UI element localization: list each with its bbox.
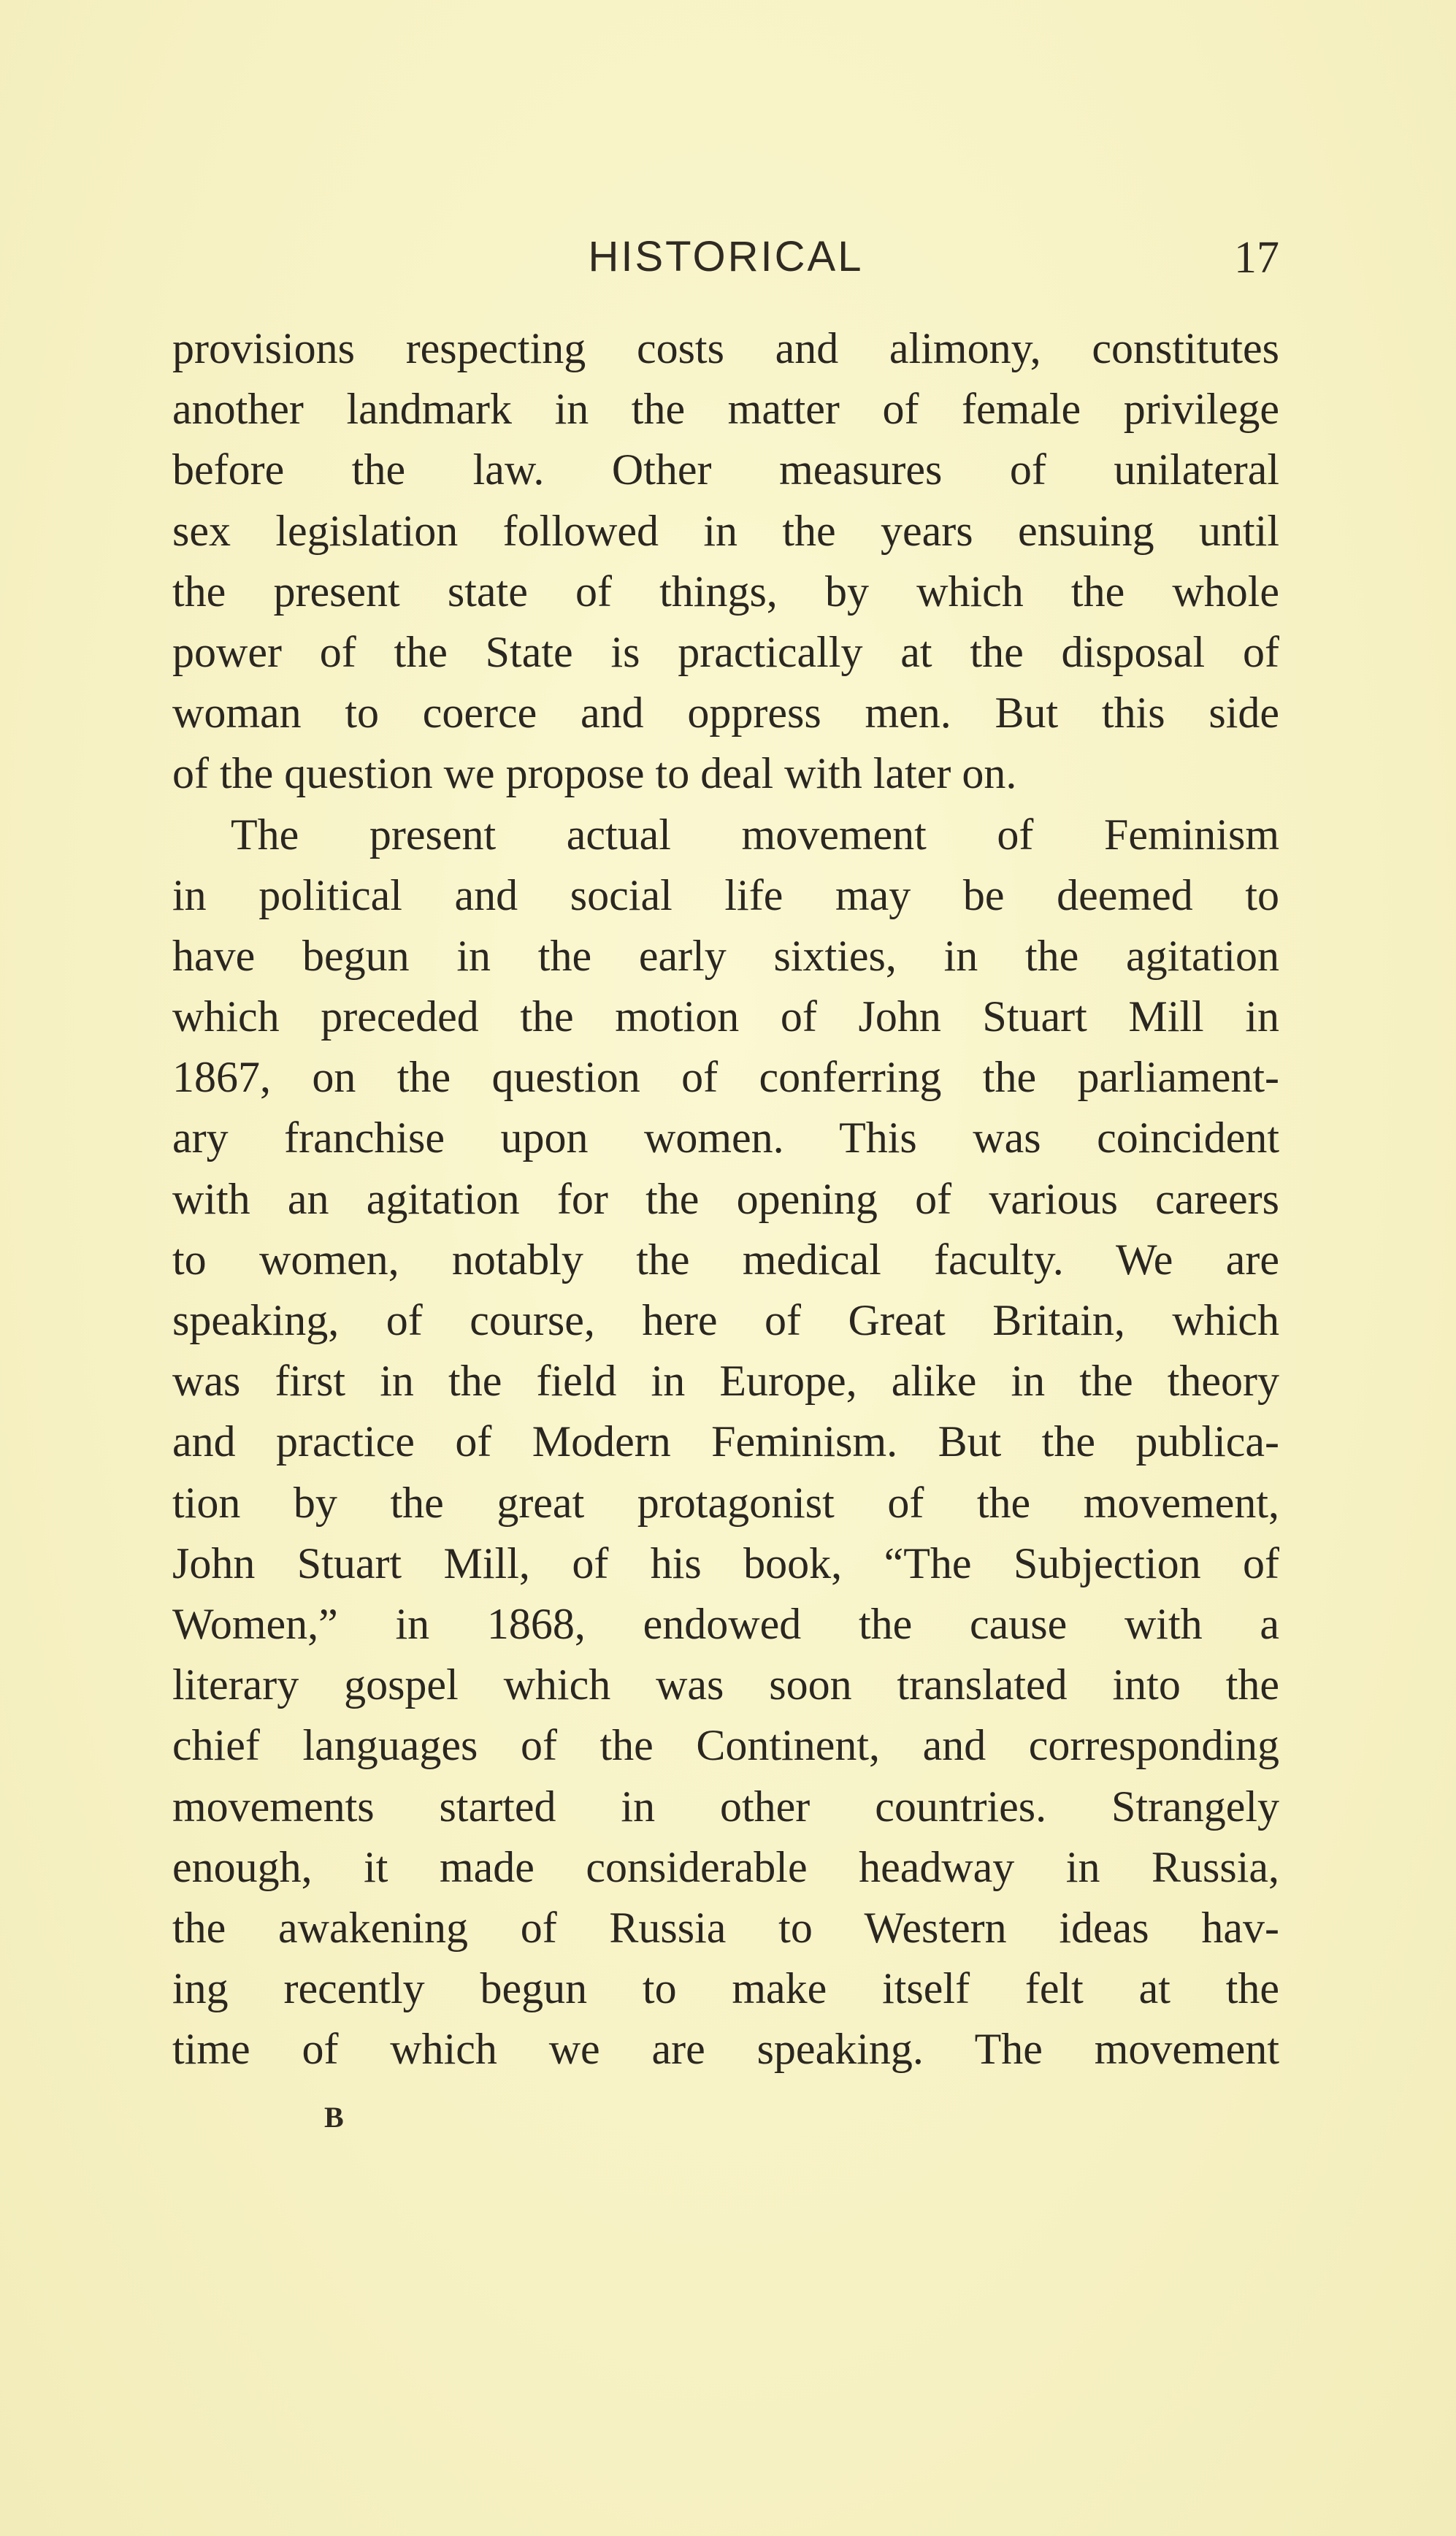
text-line: was first in the field in Europe, alike in the theory	[172, 1357, 1279, 1406]
text-line: provisions respecting costs and alimony, constitutes	[172, 324, 1279, 372]
signature-mark: B	[324, 2101, 344, 2134]
text-line: ing recently begun to make itself felt at the	[172, 1964, 1279, 2013]
text-line: John Stuart Mill, of his book, “The Subjection of	[172, 1539, 1279, 1587]
body-text	[172, 318, 1279, 2080]
text-line: of the question we propose to deal with later on.	[172, 749, 1017, 798]
text-line: the awakening of Russia to Western ideas hav-	[172, 1903, 1279, 1952]
running-head: HISTORICAL	[588, 233, 864, 280]
text-line: before the law. Other measures of unilateral	[172, 445, 1279, 494]
text-line: movements started in other countries. Strangely	[172, 1782, 1279, 1831]
text-line: and practice of Modern Feminism. But the publica-	[172, 1417, 1279, 1466]
text-line: another landmark in the matter of female privilege	[172, 385, 1279, 434]
text-line: ary franchise upon women. This was coincident	[172, 1114, 1279, 1162]
text-line: to women, notably the medical faculty. We are	[172, 1235, 1279, 1284]
text-line: enough, it made considerable headway in Russia,	[172, 1842, 1279, 1891]
page-number: 17	[1234, 233, 1279, 283]
text-line: chief languages of the Continent, and corresponding	[172, 1721, 1279, 1770]
text-line: tion by the great protagonist of the movement,	[172, 1478, 1279, 1527]
text-line: literary gospel which was soon translated into the	[172, 1660, 1279, 1709]
text-line: with an agitation for the opening of various careers	[172, 1174, 1279, 1223]
text-line: have begun in the early sixties, in the agitation	[172, 931, 1279, 980]
text-line: time of which we are speaking. The movement	[172, 2025, 1279, 2074]
text-line: woman to coerce and oppress men. But this side	[172, 689, 1279, 738]
text-line: the present state of things, by which the whole	[172, 567, 1279, 616]
text-line: 1867, on the question of conferring the parliament-	[172, 1053, 1279, 1102]
page-header	[172, 232, 1279, 291]
text-line: speaking, of course, here of Great Britain, which	[172, 1296, 1279, 1344]
text-line: power of the State is practically at the disposal of	[172, 627, 1279, 676]
text-line: in political and social life may be deemed to	[172, 870, 1279, 919]
text-line: The present actual movement of Feminism	[231, 810, 1279, 859]
text-line: sex legislation followed in the years ensuing until	[172, 506, 1279, 555]
text-line: which preceded the motion of John Stuart Mill in	[172, 992, 1279, 1041]
text-line: Women,” in 1868, endowed the cause with a	[172, 1599, 1279, 1648]
